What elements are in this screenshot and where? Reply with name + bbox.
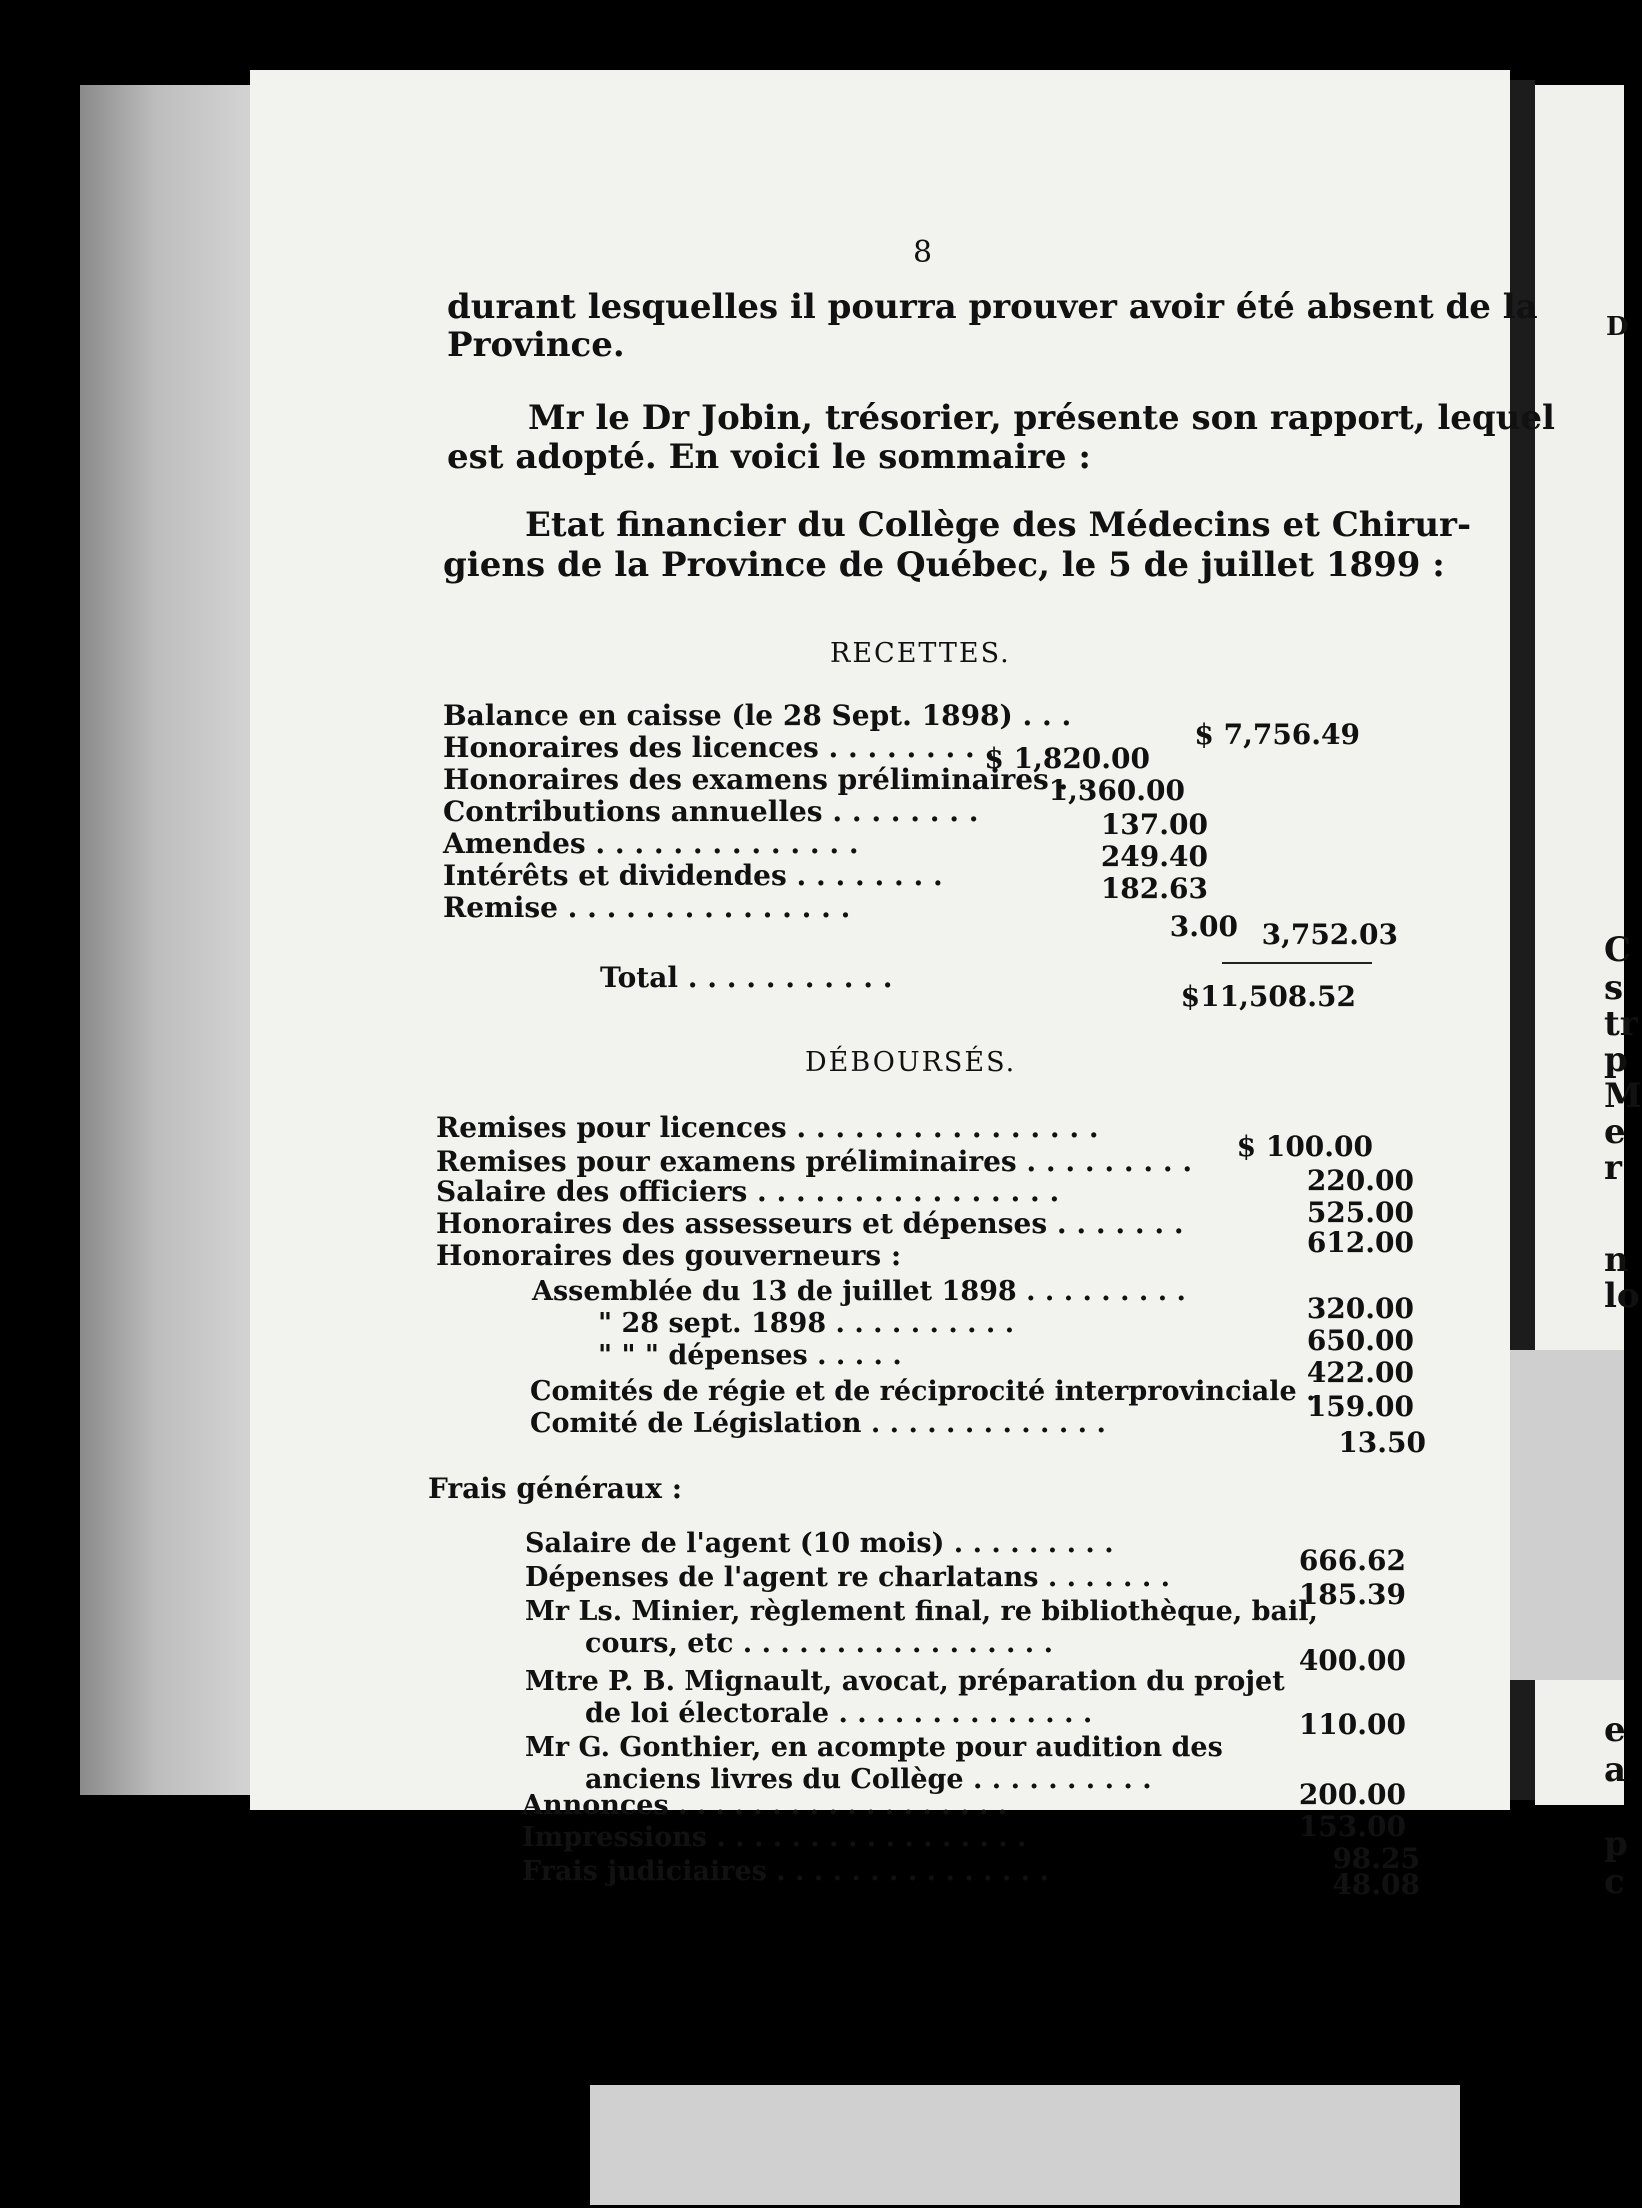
frais-label-gonthier-line1: Mr G. Gonthier, en acompte pour audition des <box>525 1732 1223 1763</box>
right-fragment: s <box>1604 968 1624 1008</box>
debourses-label-assemblee-sept: " 28 sept. 1898 . . . . . . . . . . <box>598 1308 1015 1339</box>
frais-label-mignault-line1: Mtre P. B. Mignault, avocat, préparation du projet <box>525 1666 1285 1697</box>
recettes-label-licences: Honoraires des licences . . . . . . . . . <box>443 731 995 764</box>
recettes-label-amendes: Amendes . . . . . . . . . . . . . . <box>443 827 859 860</box>
recettes-label-balance: Balance en caisse (le 28 Sept. 1898) . . . <box>443 699 1072 732</box>
debourses-label-licences: Remises pour licences . . . . . . . . . . . . . . . . <box>436 1111 1099 1144</box>
frais-label-gonthier-line2: anciens livres du Collège . . . . . . . . . . <box>585 1764 1152 1795</box>
paragraph-1-line-1: durant lesquelles il pourra prouver avoir été absent de la <box>447 287 1538 327</box>
recettes-amount-amendes: 249.40 <box>1100 840 1208 873</box>
right-fragment: c <box>1604 1862 1625 1902</box>
paragraph-1-line-2: Province. <box>447 325 625 365</box>
debourses-amount-assemblee-juillet: 320.00 <box>1306 1292 1414 1325</box>
debourses-label-comites-regie: Comités de régie et de réciprocité interprovinciale . <box>530 1376 1316 1407</box>
debourses-amount-officiers: 525.00 <box>1306 1196 1414 1229</box>
page-number: 8 <box>913 235 933 270</box>
debourses-amount-legislation: 13.50 <box>1338 1426 1426 1459</box>
paragraph-3-line-1: Etat financier du Collège des Médecins et Chirur- <box>525 505 1472 545</box>
debourses-label-gouverneurs: Honoraires des gouverneurs : <box>436 1239 902 1272</box>
frais-label-salaire-agent: Salaire de l'agent (10 mois) . . . . . . . . . <box>525 1528 1114 1559</box>
debourses-amount-depenses: 422.00 <box>1306 1356 1414 1389</box>
debourses-label-assemblee-juillet: Assemblée du 13 de juillet 1898 . . . . . . . . . <box>532 1276 1186 1307</box>
recettes-label-interets: Intérêts et dividendes . . . . . . . . <box>443 859 943 892</box>
debourses-heading: DÉBOURSÉS. <box>805 1047 1017 1078</box>
right-fragment: p <box>1604 1040 1628 1080</box>
right-fragment: p <box>1604 1824 1628 1864</box>
frais-amount-gonthier: 200.00 <box>1298 1778 1406 1811</box>
right-fragment: e <box>1604 1112 1626 1152</box>
recettes-amount-interets: 182.63 <box>1100 872 1208 905</box>
right-fragment: C <box>1604 930 1632 970</box>
paragraph-2-line-1: Mr le Dr Jobin, trésorier, présente son rapport, lequel <box>528 398 1555 438</box>
recettes-label-contributions: Contributions annuelles . . . . . . . . <box>443 795 979 828</box>
recettes-heading: RECETTES. <box>830 638 1011 669</box>
frais-amount-impressions: 98.25 <box>1332 1842 1420 1875</box>
adjacent-page-shadow <box>1510 1350 1624 1680</box>
debourses-label-examens: Remises pour examens préliminaires . . . . . . . . . <box>436 1145 1193 1178</box>
paragraph-3-line-2: giens de la Province de Québec, le 5 de juillet 1899 : <box>443 545 1445 585</box>
frais-amount-annonces: 153.00 <box>1298 1810 1406 1843</box>
debourses-label-officiers: Salaire des officiers . . . . . . . . . . . . . . . . <box>436 1175 1060 1208</box>
right-fragment: M <box>1604 1076 1642 1116</box>
frais-amount-judiciaires: 48.08 <box>1332 1868 1420 1901</box>
right-fragment: e <box>1604 1710 1626 1750</box>
frais-amount-salaire-agent: 666.62 <box>1298 1544 1406 1577</box>
debourses-label-legislation: Comité de Législation . . . . . . . . . . . . . <box>530 1408 1106 1439</box>
debourses-amount-assemblee-sept: 650.00 <box>1306 1324 1414 1357</box>
frais-amount-mignault: 110.00 <box>1298 1708 1406 1741</box>
frais-label-annonces: Annonces . . . . . . . . . . . . . . . . . . <box>522 1790 1008 1821</box>
recettes-amount-contributions: 137.00 <box>1100 808 1208 841</box>
right-fragment: tr <box>1604 1004 1638 1044</box>
left-page-edge <box>80 85 270 1795</box>
frais-amount-depenses-agent: 185.39 <box>1298 1578 1406 1611</box>
right-fragment: r <box>1604 1148 1622 1188</box>
frais-label-minier-line2: cours, etc . . . . . . . . . . . . . . . . . <box>585 1628 1053 1659</box>
frais-label-mignault-line2: de loi électorale . . . . . . . . . . . . . . <box>585 1698 1093 1729</box>
debourses-amount-comites-regie: 159.00 <box>1306 1390 1414 1423</box>
recettes-label-remise: Remise . . . . . . . . . . . . . . . <box>443 891 851 924</box>
debourses-label-depenses: " " " dépenses . . . . . <box>598 1340 902 1371</box>
frais-label-judiciaires: Frais judiciaires . . . . . . . . . . . . . . . <box>522 1856 1049 1887</box>
recettes-total-value: $11,508.52 <box>1180 980 1356 1013</box>
total-rule <box>1222 962 1372 964</box>
right-fragment: n <box>1604 1240 1629 1280</box>
scan-bottom-bar <box>590 2085 1460 2205</box>
debourses-amount-assesseurs: 612.00 <box>1306 1226 1414 1259</box>
recettes-total-balance: $ 7,756.49 <box>1194 718 1360 751</box>
debourses-label-assesseurs: Honoraires des assesseurs et dépenses . . . . . . . <box>436 1207 1184 1240</box>
recettes-amount-licences: $ 1,820.00 <box>984 742 1150 775</box>
frais-label-depenses-agent: Dépenses de l'agent re charlatans . . . . . . . <box>525 1562 1171 1593</box>
right-fragment: lo <box>1604 1276 1640 1316</box>
frais-label-minier-line1: Mr Ls. Minier, règlement final, re bibliothèque, bail, <box>525 1596 1318 1627</box>
right-fragment: a <box>1604 1750 1627 1790</box>
frais-heading: Frais généraux : <box>428 1472 683 1505</box>
debourses-amount-examens: 220.00 <box>1306 1164 1414 1197</box>
paragraph-2-line-2: est adopté. En voici le sommaire : <box>447 437 1091 477</box>
debourses-amount-licences: $ 100.00 <box>1236 1130 1373 1163</box>
recettes-total-remise: 3,752.03 <box>1261 918 1398 951</box>
recettes-amount-remise: 3.00 <box>1169 910 1238 943</box>
recettes-amount-examens: 1,360.00 <box>1048 774 1185 807</box>
frais-label-impressions: Impressions . . . . . . . . . . . . . . . . . <box>522 1822 1027 1853</box>
recettes-total-label: Total . . . . . . . . . . . <box>600 961 893 994</box>
frais-amount-minier: 400.00 <box>1298 1644 1406 1677</box>
right-fragment: D <box>1606 312 1629 342</box>
recettes-label-examens: Honoraires des examens préliminaires . . . <box>443 763 1108 796</box>
